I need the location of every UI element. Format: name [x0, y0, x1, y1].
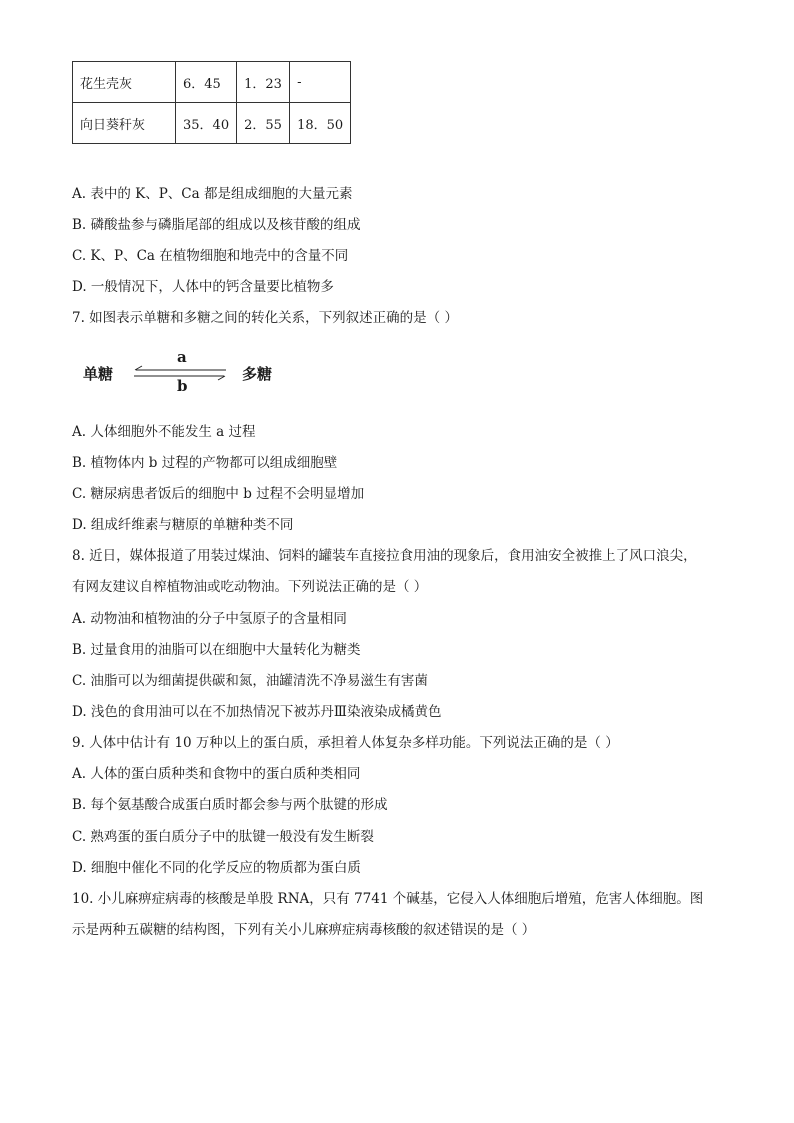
q8-option-b: B. 过量食用的油脂可以在细胞中大量转化为糖类: [72, 642, 361, 658]
q7-option-b: B. 植物体内 b 过程的产物都可以组成细胞壁: [72, 455, 338, 471]
q9-option-a: A. 人体的蛋白质种类和食物中的蛋白质种类相同: [72, 766, 361, 782]
q10-stem-line-2: 示是两种五碳糖的结构图，下列有关小儿麻痹症病毒核酸的叙述错误的是（ ）: [72, 922, 536, 938]
reversible-arrows-icon: [132, 365, 228, 381]
table-cell: 6．45: [176, 62, 237, 103]
table-cell: 35．40: [176, 103, 237, 144]
table-cell: 2．55: [237, 103, 290, 144]
table-cell: -: [290, 62, 351, 103]
q8-stem-line-1: 8. 近日，媒体报道了用装过煤油、饲料的罐装车直接拉食用油的现象后，食用油安全被推上了风口浪尖，: [72, 548, 697, 564]
process-b-label: b: [177, 377, 188, 395]
q7-option-c: C. 糖尿病患者饭后的细胞中 b 过程不会明显增加: [72, 486, 365, 502]
q6-option-d: D. 一般情况下，人体中的钙含量要比植物多: [72, 279, 334, 295]
process-a-label: a: [177, 348, 187, 366]
q8-option-d: D. 浅色的食用油可以在不加热情况下被苏丹Ⅲ染液染成橘黄色: [72, 704, 442, 720]
q8-stem-line-2: 有网友建议自榨植物油或吃动物油。下列说法正确的是（ ）: [72, 579, 428, 595]
q6-option-a: A. 表中的 K、P、Ca 都是组成细胞的大量元素: [72, 186, 353, 202]
table-cell: 18．50: [290, 103, 351, 144]
table-row: [73, 62, 351, 103]
q8-option-a: A. 动物油和植物油的分子中氢原子的含量相同: [72, 611, 347, 627]
q9-option-b: B. 每个氨基酸合成蛋白质时都会参与两个肽键的形成: [72, 797, 388, 813]
monosaccharide-label: 单糖: [83, 365, 114, 383]
q9-option-d: D. 细胞中催化不同的化学反应的物质都为蛋白质: [72, 860, 361, 876]
q6-option-c: C. K、P、Ca 在植物细胞和地壳中的含量不同: [72, 248, 349, 264]
sugar-conversion-diagram: [80, 348, 290, 398]
q7-stem: 7. 如图表示单糖和多糖之间的转化关系，下列叙述正确的是（ ）: [72, 310, 458, 326]
q10-stem-line-1: 10. 小儿麻痹症病毒的核酸是单股 RNA，只有 7741 个碱基，它侵入人体细胞后增殖，危害人体细胞。图: [72, 891, 704, 907]
ash-element-table: [72, 61, 351, 144]
polysaccharide-label: 多糖: [242, 365, 273, 383]
table-cell: 花生壳灰: [73, 62, 176, 103]
q7-option-a: A. 人体细胞外不能发生 a 过程: [72, 424, 256, 440]
table-cell: 向日葵秆灰: [73, 103, 176, 144]
table-row: [73, 103, 351, 144]
q9-stem: 9. 人体中估计有 10 万种以上的蛋白质，承担着人体复杂多样功能。下列说法正确的是（ ）: [72, 735, 619, 751]
table-cell: 1．23: [237, 62, 290, 103]
q9-option-c: C. 熟鸡蛋的蛋白质分子中的肽键一般没有发生断裂: [72, 829, 374, 845]
q6-option-b: B. 磷酸盐参与磷脂尾部的组成以及核苷酸的组成: [72, 217, 361, 233]
q8-option-c: C. 油脂可以为细菌提供碳和氮，油罐清洗不净易滋生有害菌: [72, 673, 428, 689]
q7-option-d: D. 组成纤维素与糖原的单糖种类不同: [72, 517, 294, 533]
